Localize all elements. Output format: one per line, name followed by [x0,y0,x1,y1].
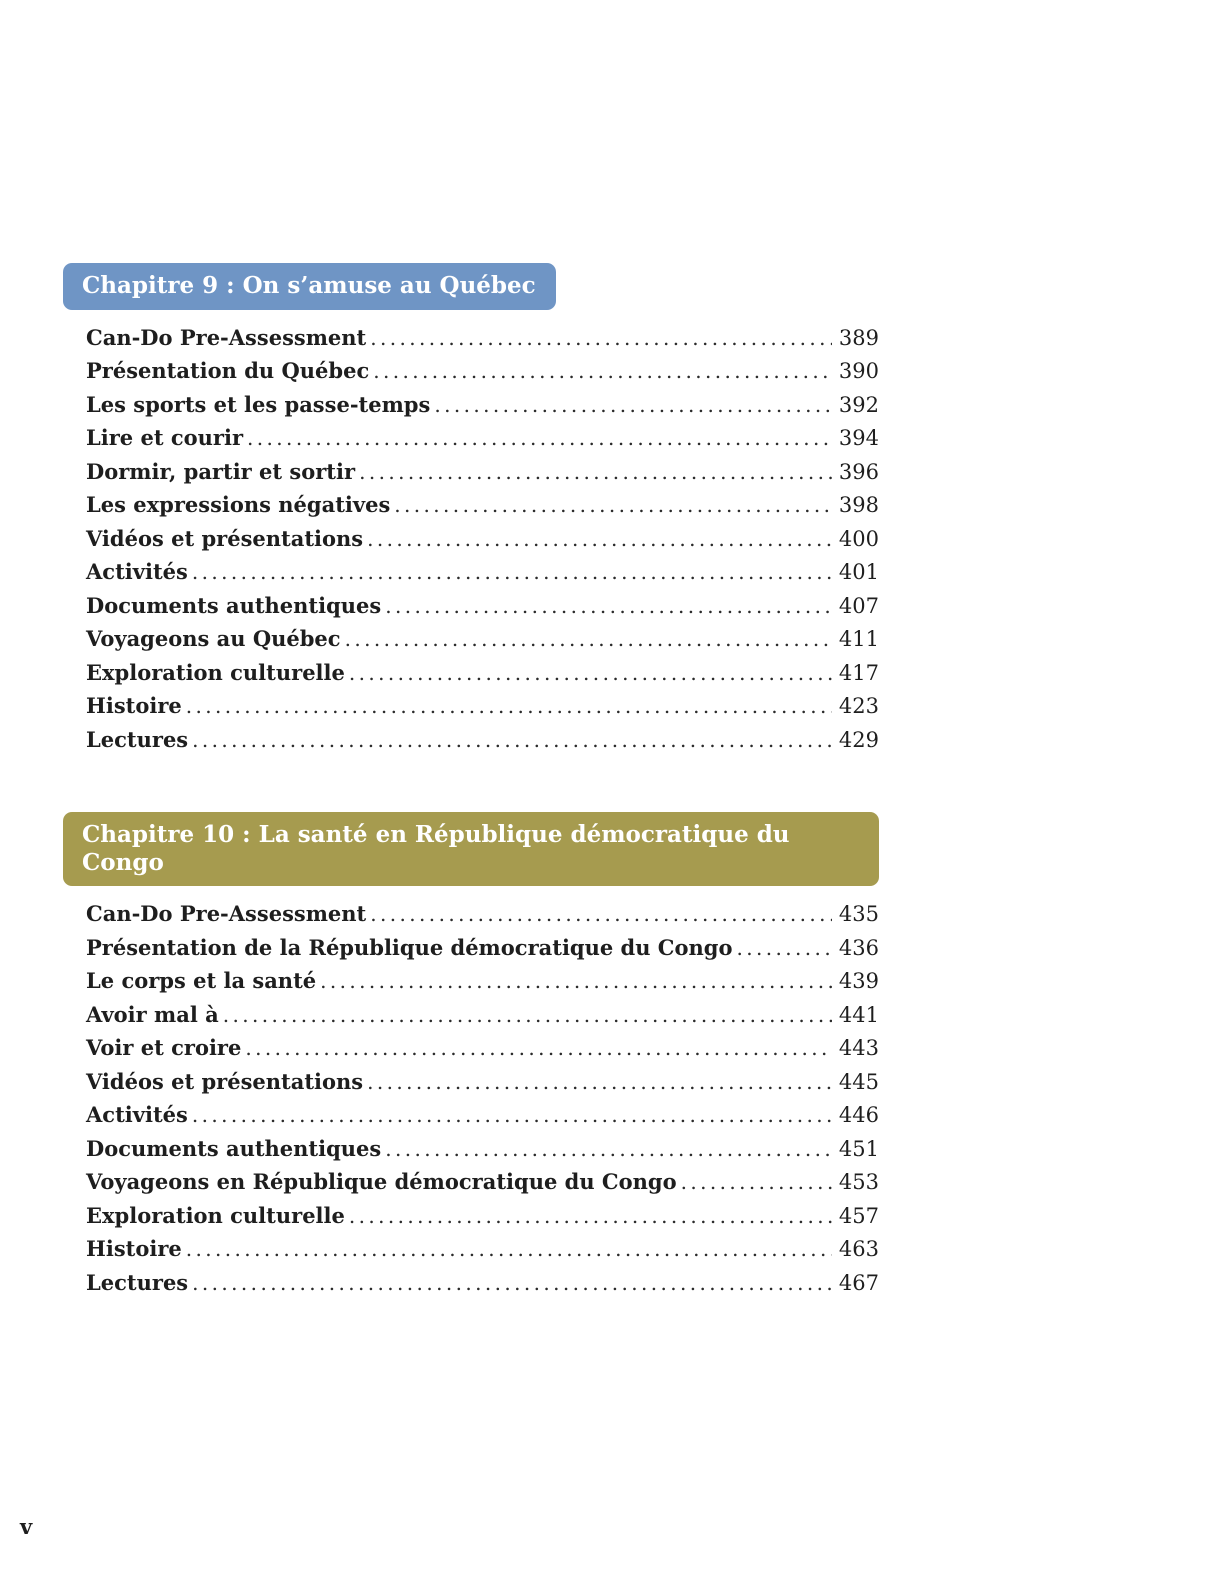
toc-entry[interactable] [86,626,879,660]
toc-entry[interactable] [86,968,879,1002]
dot-leader [370,902,832,926]
dot-leader [192,1271,832,1295]
dot-leader [737,936,833,960]
dot-leader [394,493,832,517]
toc-entry-title: Avoir mal à [86,1001,219,1027]
toc-entry[interactable] [86,559,879,593]
toc-entry-page-number: 446 [838,1103,879,1128]
chapter-section [63,812,879,1303]
dot-leader [186,1237,832,1261]
dot-leader [681,1170,832,1194]
toc-entry-page-number: 389 [838,325,879,350]
toc-entry-title: Présentation de la République démocratique du Congo [86,934,733,960]
chapter-entries [63,901,879,1303]
toc-entry-title: Documents authentiques [86,1135,382,1161]
dot-leader [385,594,832,618]
toc-entry-page-number: 429 [838,727,879,752]
toc-entry-title: Lectures [86,726,189,752]
dot-leader [367,1070,832,1094]
toc-entry[interactable] [86,1102,879,1136]
toc-entry-title: Activités [86,1102,188,1128]
toc-entry-title: Documents authentiques [86,592,382,618]
toc-entry[interactable] [86,325,879,359]
toc-entry[interactable] [86,358,879,392]
toc-entry-title: Voir et croire [86,1035,242,1061]
toc-entry-page-number: 390 [838,359,879,384]
dot-leader [385,1137,832,1161]
toc-entry-page-number: 435 [838,902,879,927]
toc-entry-title: Can-Do Pre-Assessment [86,324,367,350]
toc-entry[interactable] [86,425,879,459]
dot-leader [223,1003,832,1027]
toc-entry-title: Voyageons en République démocratique du Congo [86,1169,677,1195]
dot-leader [359,460,832,484]
dot-leader [320,969,832,993]
toc-content [63,263,879,1355]
dot-leader [373,359,832,383]
toc-entry[interactable] [86,1236,879,1270]
dot-leader [192,728,832,752]
toc-entry[interactable] [86,392,879,426]
toc-entry-title: Voyageons au Québec [86,626,341,652]
toc-entry-page-number: 457 [838,1203,879,1228]
dot-leader [247,426,832,450]
toc-entry-title: Les sports et les passe-temps [86,391,431,417]
toc-entry[interactable] [86,1270,879,1304]
toc-entry[interactable] [86,935,879,969]
toc-entry-page-number: 453 [838,1170,879,1195]
toc-entry-page-number: 392 [838,392,879,417]
toc-entry-page-number: 423 [838,694,879,719]
dot-leader [192,1103,832,1127]
chapter-heading-badge [63,812,879,886]
toc-entry-page-number: 396 [838,459,879,484]
toc-entry[interactable] [86,1002,879,1036]
toc-entry-page-number: 398 [838,493,879,518]
toc-entry-page-number: 463 [838,1237,879,1262]
toc-entry-title: Exploration culturelle [86,1202,345,1228]
toc-entry-page-number: 441 [838,1002,879,1027]
toc-entry-title: Exploration culturelle [86,659,345,685]
toc-entry[interactable] [86,1169,879,1203]
toc-entry[interactable] [86,459,879,493]
toc-entry-title: Les expressions négatives [86,492,391,518]
dot-leader [370,326,832,350]
dot-leader [349,661,832,685]
page-number: v [20,1514,33,1539]
toc-entry-page-number: 445 [838,1069,879,1094]
toc-entry-title: Activités [86,559,188,585]
chapter-title: Chapitre 10 : La santé en République démocratique du Congo [82,821,790,876]
toc-entry[interactable] [86,1035,879,1069]
toc-entry[interactable] [86,727,879,761]
toc-entry-title: Lire et courir [86,425,244,451]
toc-entry[interactable] [86,1203,879,1237]
toc-entry[interactable] [86,492,879,526]
dot-leader [245,1036,832,1060]
toc-entry[interactable] [86,593,879,627]
toc-entry-page-number: 436 [838,935,879,960]
dot-leader [186,694,832,718]
dot-leader [192,560,832,584]
toc-entry-title: Can-Do Pre-Assessment [86,901,367,927]
toc-entry-page-number: 443 [838,1036,879,1061]
toc-entry-page-number: 407 [838,593,879,618]
toc-entry-title: Dormir, partir et sortir [86,458,356,484]
toc-entry-title: Le corps et la santé [86,968,317,994]
chapter-section [63,263,879,760]
toc-entry-title: Histoire [86,693,182,719]
chapter-entries [63,325,879,761]
toc-entry[interactable] [86,693,879,727]
toc-entry-page-number: 467 [838,1270,879,1295]
toc-entry-page-number: 451 [838,1136,879,1161]
toc-entry-page-number: 401 [838,560,879,585]
toc-entry-page-number: 411 [838,627,879,652]
dot-leader [345,627,832,651]
toc-entry-title: Histoire [86,1236,182,1262]
dot-leader [349,1204,832,1228]
dot-leader [434,393,832,417]
toc-entry-title: Présentation du Québec [86,358,370,384]
toc-entry[interactable] [86,1136,879,1170]
toc-entry-title: Vidéos et présentations [86,1068,364,1094]
toc-entry-page-number: 439 [838,969,879,994]
toc-entry-page-number: 417 [838,660,879,685]
dot-leader [367,527,832,551]
chapter-title: Chapitre 9 : On s’amuse au Québec [82,272,536,299]
toc-entry-page-number: 400 [838,526,879,551]
chapter-heading-badge [63,263,556,310]
toc-entry-title: Lectures [86,1269,189,1295]
toc-entry-title: Vidéos et présentations [86,525,364,551]
toc-entry[interactable] [86,660,879,694]
toc-entry[interactable] [86,526,879,560]
toc-entry-page-number: 394 [838,426,879,451]
toc-entry[interactable] [86,901,879,935]
toc-entry[interactable] [86,1069,879,1103]
